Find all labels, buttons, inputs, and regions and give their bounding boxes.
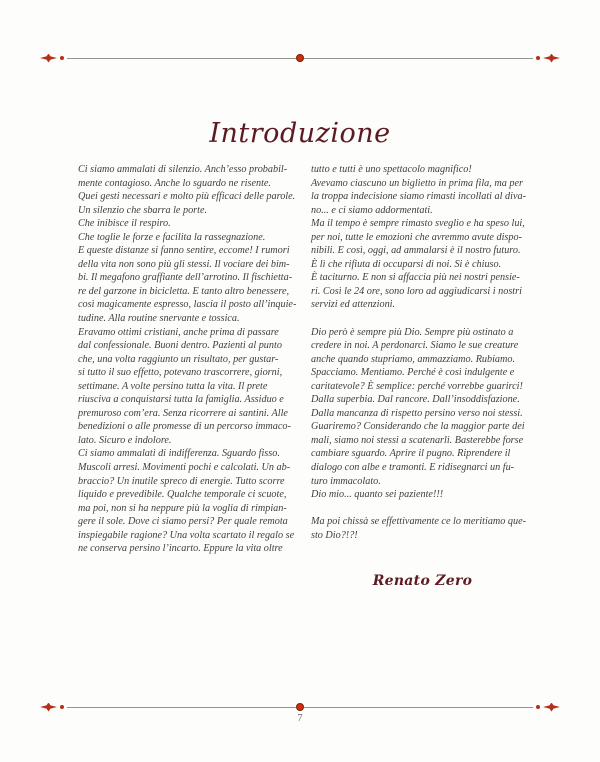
text-line: cambiare sguardo. Aprire il pugno. Riprendere il <box>311 448 511 460</box>
body-text <box>78 163 534 589</box>
text-line: È taciturno. E non si affaccia più nei nostri pensie- <box>311 272 520 284</box>
text-line: Un silenzio che sbarra le porte. <box>78 204 208 216</box>
text-line: Guariremo? Considerando che la maggior parte dei <box>311 421 525 433</box>
circle-icon <box>296 703 304 711</box>
text-line: Quei gesti necessari e molto più efficaci delle parole. <box>78 191 296 203</box>
text-line: settimane. A volte persino tutta la vita. Il prete <box>78 380 268 392</box>
text-line: E queste distanze si fanno sentire, eccome! I rumori <box>78 245 290 257</box>
top-ornament-rule <box>40 52 560 64</box>
text-line: lato. Sicuro e indolore. <box>78 434 172 446</box>
page-number: 7 <box>297 713 303 724</box>
text-line: ne conserva persino l’incarto. Eppure la vita oltre <box>78 543 283 555</box>
text-line: per noi, tutte le emozioni che avremmo avute dispo- <box>311 231 522 243</box>
dot-icon <box>536 56 540 60</box>
page-title: Introduzione <box>209 118 391 149</box>
text-line: bi. Il megafono graffiante dell’arrotino. Il fischietta- <box>78 272 293 284</box>
text-line: Dalla mancanza di rispetto persino verso noi stessi. <box>311 407 523 419</box>
text-line: che, una volta raggiunto un risultato, per gustar- <box>78 353 279 365</box>
diamond-icon <box>40 703 57 712</box>
text-line: turo immacolato. <box>311 475 381 487</box>
diamond-icon <box>543 703 560 712</box>
text-line: tutto e tutti è uno spettacolo magnifico! <box>311 164 472 175</box>
text-line: Spacciamo. Mentiamo. Perché è così indulgente e <box>311 367 515 379</box>
text-line: nibili. E così, oggi, ad ammalarsi è il nostro futuro. <box>311 245 521 257</box>
dot-icon <box>60 56 64 60</box>
text-line: Che inibisce il respiro. <box>78 218 171 230</box>
text-line: braccio? Un inutile spreco di energie. Tutto scorre <box>78 475 285 487</box>
text-line: della vita non sono più gli stessi. Il vociare dei bim- <box>78 258 290 270</box>
text-line: dal confessionale. Buoni dentro. Pazienti al punto <box>78 340 282 352</box>
author-signature: Renato Zero <box>372 573 473 590</box>
text-line: Ci siamo ammalati di silenzio. Anch’esso probabil- <box>78 164 288 175</box>
horizontal-rule <box>304 707 533 708</box>
text-line: dialogo con albe e tramonti. E ridisegnarci un fu- <box>311 462 515 474</box>
left-text-column <box>78 163 301 589</box>
horizontal-rule <box>67 707 296 708</box>
text-line: benedizioni o alle promesse di un percorso immaco- <box>78 421 291 433</box>
text-line: È lì che rifiuta di occuparsi di noi. Si è chiuso. <box>311 258 502 270</box>
text-line: ma poi, non si ha neppure più la voglia di rimpian- <box>78 502 287 514</box>
text-line: Dio mio... quanto sei paziente!!! <box>311 489 444 501</box>
circle-icon <box>296 54 304 62</box>
text-line: Che toglie le forze e facilita la rassegnazione. <box>78 231 266 243</box>
diamond-icon <box>543 54 560 63</box>
text-line: la troppa indecisione siamo rimasti incollati al diva- <box>311 191 526 203</box>
text-line: Muscoli arresi. Movimenti pochi e calcolati. Un ab- <box>78 462 291 474</box>
text-line: premuroso com’era. Senza ricorrere ai santini. Alle <box>78 407 288 419</box>
diamond-icon <box>40 54 57 63</box>
horizontal-rule <box>304 58 533 59</box>
text-line <box>311 502 534 516</box>
text-line: liquido e prevedibile. Qualche temporale ci scuote, <box>78 489 287 501</box>
text-line <box>311 312 534 326</box>
text-line: Ci siamo ammalati di indifferenza. Sguardo fisso. <box>78 448 280 460</box>
text-line: inspiegabile ragione? Una volta scartato il regalo se <box>78 529 295 541</box>
bottom-ornament-rule <box>40 701 560 713</box>
text-line: Eravamo ottimi cristiani, anche prima di passare <box>78 326 279 338</box>
text-line: Dalla superbia. Dal rancore. Dall’insoddisfazione. <box>311 394 520 406</box>
horizontal-rule <box>67 58 296 59</box>
text-line: ri. Così le 24 ore, sono loro ad aggiudicarsi i nostri <box>311 285 522 297</box>
text-line: Ma poi chissà se effettivamente ce lo meritiamo que- <box>311 516 527 528</box>
text-line: re del garzone in bicicletta. E tanto altro benessere, <box>78 285 290 297</box>
text-line: credere in noi. A perdonarci. Siamo le sue creature <box>311 340 519 352</box>
dot-icon <box>60 705 64 709</box>
text-line: così magicamente espresso, lascia il posto all’inquie- <box>78 299 297 311</box>
text-line: anche quando stupriamo, ammazziamo. Rubiamo. <box>311 353 516 365</box>
text-line: servizi ed attenzioni. <box>311 299 396 311</box>
dot-icon <box>536 705 540 709</box>
text-line: tudine. Alla routine snervante e tossica. <box>78 313 240 325</box>
text-line: riusciva a conquistarsi tutta la famiglia. Assiduo e <box>78 394 284 406</box>
right-text-column <box>311 163 534 589</box>
text-line: si tutto il suo effetto, potevano trascorrere, giorni, <box>78 367 283 379</box>
text-line: sto Dio?!?! <box>311 529 358 541</box>
text-line: caritatevole? È semplice: perché vorrebbe guarirci! <box>311 380 523 392</box>
text-line: gere il sole. Dove ci siamo persi? Per quale remota <box>78 516 288 528</box>
text-line: mali, siamo noi stessi a scatenarli. Basterebbe forse <box>311 434 524 446</box>
text-line: no... e ci siamo addormentati. <box>311 204 433 216</box>
text-line: Avevamo ciascuno un biglietto in prima fila, ma per <box>311 177 523 189</box>
text-line: mente contagioso. Anche lo sguardo ne risente. <box>78 177 271 189</box>
text-line: Ma il tempo è sempre rimasto sveglio e ha speso lui, <box>311 218 525 230</box>
text-line: Dio però è sempre più Dio. Sempre più ostinato a <box>311 326 514 338</box>
